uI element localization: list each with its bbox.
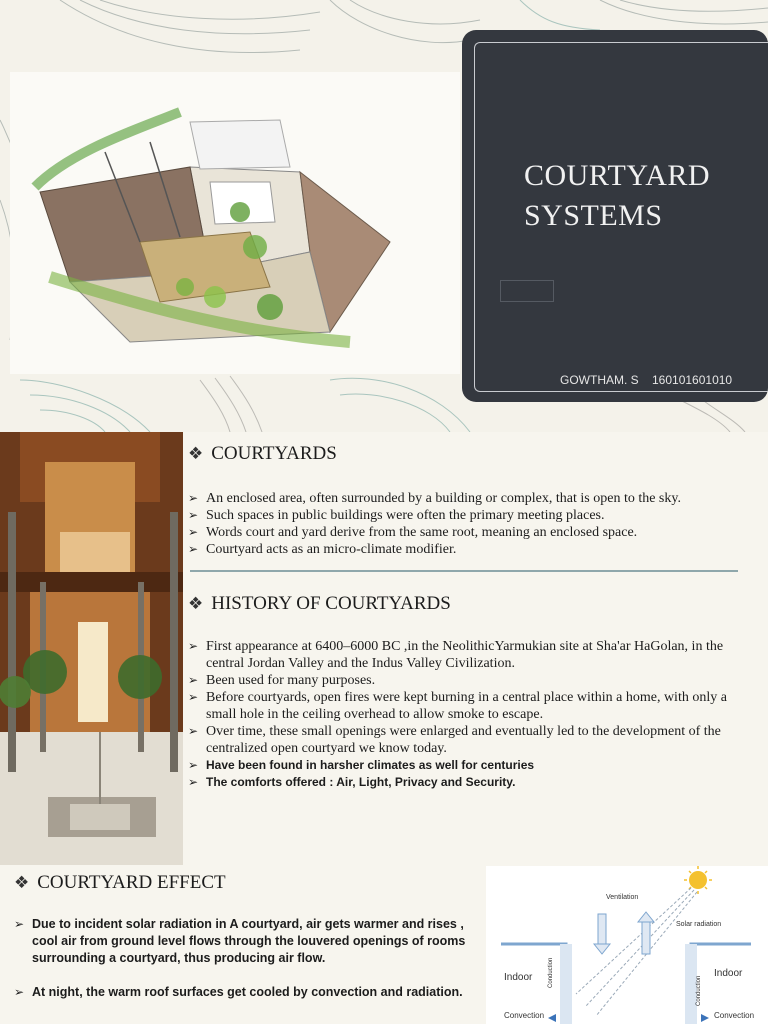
list-item: ➢ The comforts offered : Air, Light, Privacy and Security. [188,774,728,791]
title-placeholder-box [500,280,554,302]
courtyards-bullet-list [188,490,748,558]
indoor-left-label: Indoor [504,972,533,983]
diamond-bullet-icon: ❖ [14,873,30,893]
courtyard-effect-heading-text: COURTYARD EFFECT [37,872,226,893]
author-line: GOWTHAM. S 160101601010 [560,373,733,387]
convection-left-label: Convection [504,1011,545,1020]
list-item: ➢ First appearance at 6400–6000 BC ,in the NeolithicYarmukian site at Sha'ar HaGolan, in the central Jordan Valley and the Indus Valley Civilization. [188,638,728,672]
courtyard-sketch-image [10,72,460,374]
courtyards-heading-text: COURTYARDS [211,443,337,464]
courtyard-effect-bullet-list [14,916,484,1001]
airflow-diagram [486,866,768,1024]
list-item: ➢ Have been found in harsher climates as well for centuries [188,757,728,774]
conduction-left-label: Conduction [548,957,554,988]
title-line-1: COURTYARD [524,159,711,192]
list-item: ➢ Been used for many purposes. [188,672,728,689]
list-item: ➢ Words court and yard derive from the same root, meaning an enclosed space. [188,524,748,541]
section-divider [190,570,738,572]
list-item: ➢ At night, the warm roof surfaces get cooled by convection and radiation. [14,984,484,1001]
solar-radiation-label: Solar radiation [676,921,722,928]
courtyard-effect-diagram [486,866,768,1024]
history-bullet-list [188,638,728,791]
diamond-bullet-icon: ❖ [188,444,204,464]
list-item: ➢ Due to incident solar radiation in A courtyard, air gets warmer and rises , cool air from ground level flows through the louvered openings of rooms surrounding a courtyard, thus producing air flow. [14,916,484,967]
convection-right-label: Convection [714,1011,755,1020]
history-heading [188,593,451,615]
indoor-right-label: Indoor [714,968,743,979]
conduction-right-label: Conduction [696,975,702,1006]
courtyard-photo [0,432,183,865]
title-line-2: SYSTEMS [524,199,663,232]
list-item: ➢ Courtyard acts as an micro-climate modifier. [188,541,748,558]
ventilation-label: Ventilation [606,894,639,901]
courtyard-photo-illustration [0,432,183,865]
list-item: ➢ An enclosed area, often surrounded by a building or complex, that is open to the sky. [188,490,748,507]
list-item: ➢ Such spaces in public buildings were often the primary meeting places. [188,507,748,524]
courtyard-effect-heading [14,872,226,894]
presentation-title [524,156,754,236]
list-item: ➢ Over time, these small openings were enlarged and eventually led to the development of the centralized open courtyard we know today. [188,723,728,757]
courtyards-heading [188,443,337,465]
diamond-bullet-icon: ❖ [188,594,204,614]
list-item: ➢ Before courtyards, open fires were kept burning in a central place within a home, with only a small hole in the ceiling overhead to allow smoke to escape. [188,689,728,723]
courtyard-sketch-drawing [10,72,460,374]
history-heading-text: HISTORY OF COURTYARDS [211,593,451,614]
sun-icon [689,871,707,889]
